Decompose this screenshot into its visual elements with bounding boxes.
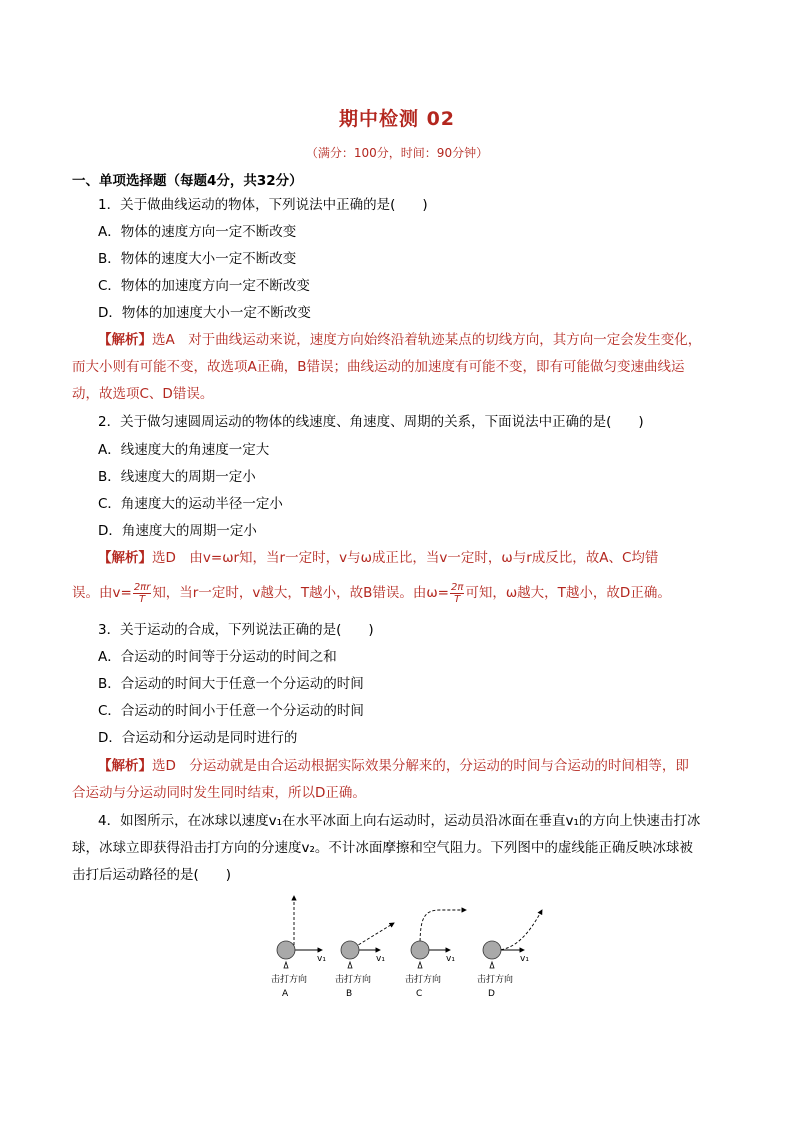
question-1-stem: 1．关于做曲线运动的物体，下列说法中正确的是( ) <box>98 197 428 213</box>
fraction-omega <box>450 582 464 605</box>
figure-panel-a <box>271 896 326 999</box>
analysis-tag: 【解析】 <box>98 332 152 348</box>
analysis-text-c: 可知，ω越大，T越小，故D正确。 <box>465 585 671 601</box>
question-4-stem-line-3: 击打后运动路径的是( ) <box>72 867 232 883</box>
question-3-stem: 3．关于运动的合成，下列说法正确的是( ) <box>98 622 374 638</box>
fraction-numerator: 2πr <box>133 581 151 593</box>
hit-arrow-icon <box>490 962 494 968</box>
hit-direction-label: 击打方向 <box>405 975 442 985</box>
ice-puck <box>277 941 295 959</box>
fraction-numerator: 2π <box>450 581 464 593</box>
hit-arrow-icon <box>348 962 352 968</box>
question-2-option-b: B．线速度大的周期一定小 <box>98 469 256 485</box>
panel-label: C <box>416 989 423 999</box>
page-subtitle: （满分：100分，时间：90分钟） <box>305 146 489 160</box>
ice-puck <box>411 941 429 959</box>
question-1-option-b: B．物体的速度大小一定不断改变 <box>98 251 297 267</box>
analysis-text: 选D 分运动就是由合运动根据实际效果分解来的，分运动的时间与合运动的时间相等，即 <box>152 758 689 774</box>
question-2-option-a: A．线速度大的角速度一定大 <box>98 442 270 458</box>
analysis-tag: 【解析】 <box>98 550 152 566</box>
question-3-analysis-line-2: 合运动与分运动同时发生同时结束，所以D正确。 <box>72 785 366 801</box>
question-2-analysis <box>98 549 658 567</box>
question-1-option-d: D．物体的加速度大小一定不断改变 <box>98 305 311 321</box>
question-1-option-a: A．物体的速度方向一定不断改变 <box>98 224 297 240</box>
fraction-denominator: T <box>454 593 461 605</box>
page-title: 期中检测 02 <box>338 108 456 130</box>
question-3-option-c: C．合运动的时间小于任意一个分运动的时间 <box>98 703 364 719</box>
analysis-text: 选A 对于曲线运动来说，速度方向始终沿着轨迹某点的切线方向，其方向一定会发生变化， <box>152 332 702 348</box>
figure-panel-c <box>405 910 466 999</box>
hit-direction-label: 击打方向 <box>477 975 514 985</box>
question-3-option-a: A．合运动的时间等于分运动的时间之和 <box>98 649 337 665</box>
panel-label: A <box>282 989 289 999</box>
question-4-stem: 4．如图所示，在冰球以速度v₁在水平冰面上向右运动时，运动员沿冰面在垂直v₁的方向上快速击打冰 <box>98 813 701 829</box>
path-c-dashed <box>420 910 466 946</box>
velocity-label: v₁ <box>446 954 455 964</box>
question-3-option-d: D．合运动和分运动是同时进行的 <box>98 730 298 746</box>
velocity-label: v₁ <box>317 954 326 964</box>
section-heading: 一、单项选择题（每题4分，共32分） <box>72 173 303 189</box>
hit-arrow-icon <box>418 962 422 968</box>
question-2-analysis-line-2 <box>72 578 671 608</box>
fraction-denominator: T <box>139 593 146 605</box>
analysis-text-b: 知，当r一定时，v越大，T越小，故B错误。由ω= <box>152 585 449 601</box>
analysis-text: 选D 由v=ωr知，当r一定时，v与ω成正比，当v一定时，ω与r成反比，故A、C均错 <box>152 550 659 566</box>
analysis-tag: 【解析】 <box>98 758 152 774</box>
hit-arrow-icon <box>284 962 288 968</box>
fraction-v <box>133 582 152 605</box>
ice-puck <box>341 941 359 959</box>
velocity-label: v₁ <box>520 954 529 964</box>
question-1-option-c: C．物体的加速度方向一定不断改变 <box>98 278 310 294</box>
question-3-analysis <box>98 757 689 775</box>
question-3-option-b: B．合运动的时间大于任意一个分运动的时间 <box>98 676 364 692</box>
ice-puck <box>483 941 501 959</box>
question-1-analysis-line-2: 而大小则有可能不变，故选项A正确，B错误；曲线运动的加速度有可能不变，即有可能做匀变速曲线运 <box>72 359 685 375</box>
ice-puck-figure <box>270 888 550 1003</box>
question-1-analysis-line-3: 动，故选项C、D错误。 <box>72 386 214 402</box>
hit-direction-label: 击打方向 <box>335 975 372 985</box>
figure-panel-d <box>477 910 542 999</box>
panel-label: B <box>346 989 353 999</box>
figure-panel-b <box>335 923 394 999</box>
path-d-dashed <box>496 910 542 950</box>
velocity-label: v₁ <box>376 954 385 964</box>
panel-label: D <box>488 989 495 999</box>
analysis-text-a: 误。由v= <box>72 585 132 601</box>
question-2-option-c: C．角速度大的运动半径一定小 <box>98 496 283 512</box>
hit-direction-label: 击打方向 <box>271 975 308 985</box>
question-4-stem-line-2: 球，冰球立即获得沿击打方向的分速度v₂。不计冰面摩擦和空气阻力。下列图中的虚线能正确反映冰球被 <box>72 840 693 856</box>
question-2-option-d: D．角速度大的周期一定小 <box>98 523 257 539</box>
question-2-stem: 2．关于做匀速圆周运动的物体的线速度、角速度、周期的关系，下面说法中正确的是( ) <box>98 414 644 430</box>
question-1-analysis <box>98 331 701 349</box>
